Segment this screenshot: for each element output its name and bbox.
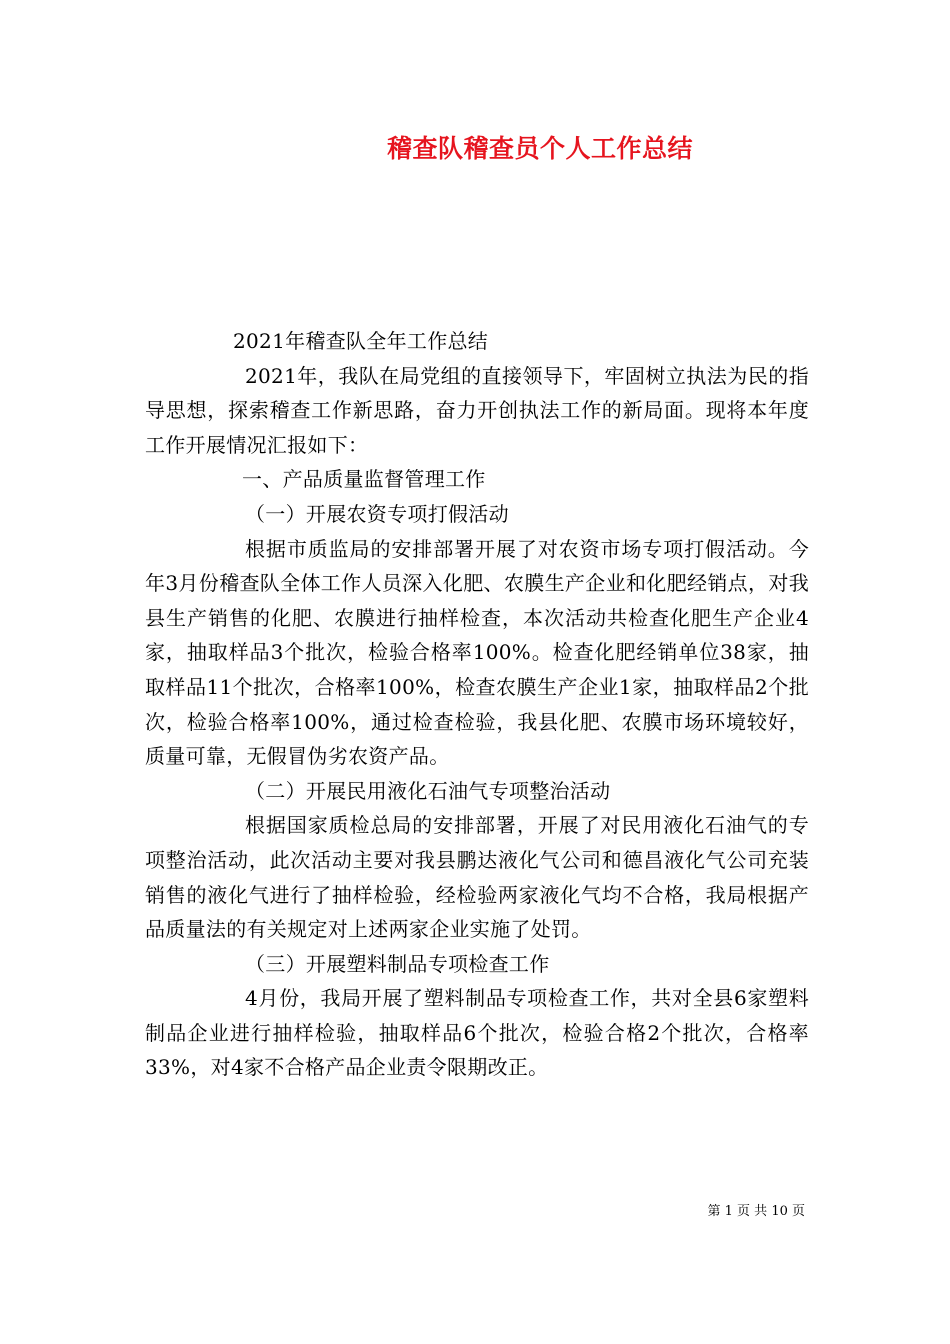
document-subtitle: 2021年稽查队全年工作总结 (233, 329, 489, 353)
subsection-heading-3: （三）开展塑料制品专项检查工作 (245, 951, 550, 976)
section-heading-1: 一、产品质量监督管理工作 (242, 467, 486, 492)
page-number: 第 1 页 共 10 页 (707, 1204, 805, 1219)
subsection-heading-2: （二）开展民用液化石油气专项整治活动 (245, 778, 611, 803)
intro-paragraph: 2021年，我队在局党组的直接领导下，牢固树立执法为民的指导思想，探索稽查工作新思路，奋力开创执法工作的新局面。现将本年度工作开展情况汇报如下： (145, 363, 809, 457)
subsection-body-2: 根据国家质检总局的安排部署，开展了对民用液化石油气的专项整治活动，此次活动主要对我县鹏达液化气公司和德昌液化气公司充装销售的液化气进行了抽样检验，经检验两家液化气均不合格，我局根据产品质量法的有关规定对上述两家企业实施了处罚。 (145, 813, 809, 942)
subsection-heading-1: （一）开展农资专项打假活动 (245, 501, 509, 526)
subsection-body-1: 根据市质监局的安排部署开展了对农资市场专项打假活动。今年3月份稽查队全体工作人员深入化肥、农膜生产企业和化肥经销点，对我县生产销售的化肥、农膜进行抽样检查，本次活动共检查化肥生产企业4家，抽取样品3个批次，检验合格率100%。检查化肥经销单位38家，抽取样品11个批次，合格率100%，检查农膜生产企业1家，抽取样品2个批次，检验合格率100%，通过检查检验，我县化肥、农膜市场环境较好，质量可靠，无假冒伪劣农资产品。 (145, 536, 809, 769)
subsection-body-3: 4月份，我局开展了塑料制品专项检查工作，共对全县6家塑料制品企业进行抽样检验，抽取样品6个批次，检验合格2个批次，合格率33%，对4家不合格产品企业责令限期改正。 (145, 986, 809, 1080)
page-title: 稽查队稽查员个人工作总结 (386, 134, 693, 163)
document-body (145, 324, 809, 1085)
